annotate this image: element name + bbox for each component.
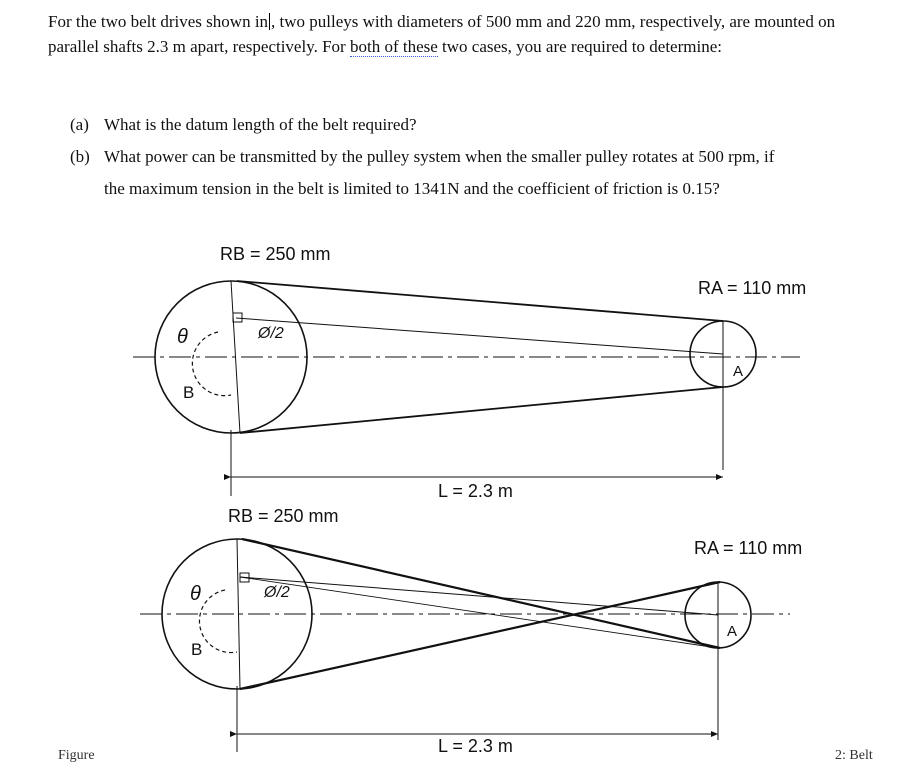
intro-text-2: , two pulleys with diameters of 500 mm and 220 mm, respectively, are mounted on parallel shafts 2.3 m apart, respectively. For — [48, 12, 836, 56]
ra-label: RA = 110 mm — [698, 278, 807, 298]
intro-text-1: For the two belt drives shown in — [48, 12, 269, 31]
belt-bottom — [240, 387, 723, 433]
theta-label: θ — [177, 326, 188, 348]
intro-text-3: two cases, you are required to determine: — [437, 37, 722, 56]
right-angle-mark — [233, 313, 242, 322]
theta-arc — [192, 332, 231, 396]
distance-label-2: L = 2.3 m — [438, 736, 513, 756]
point-a-label: A — [733, 363, 744, 380]
crossed-belt-figure — [140, 506, 802, 756]
question-a-text: What is the datum length of the belt required? — [104, 115, 417, 134]
half-angle-label-2: Ø/2 — [264, 584, 290, 601]
point-a-label-2: A — [727, 623, 738, 640]
figure-caption-fragment: Figure — [58, 748, 95, 763]
rb-label-2: RB = 250 mm — [228, 506, 339, 526]
half-angle-label: Ø/2 — [258, 325, 284, 342]
question-a-label: (a) — [70, 115, 89, 134]
belt-cross-1 — [242, 539, 720, 648]
question-b-text-line1: What power can be transmitted by the pulley system when the smaller pulley rotates at 500 rpm, if — [104, 147, 775, 166]
ra-label-2: RA = 110 mm — [694, 538, 803, 558]
point-b-label-2: B — [191, 640, 203, 659]
point-b-label: B — [183, 383, 195, 402]
open-belt-figure — [133, 244, 806, 501]
theta-arc-2 — [199, 590, 237, 653]
question-b-text-line2: the maximum tension in the belt is limited to 1341N and the coefficient of friction is 0.15? — [104, 179, 720, 198]
question-b-label: (b) — [70, 147, 90, 166]
rb-label: RB = 250 mm — [220, 244, 331, 264]
belt-top — [237, 281, 723, 321]
belt-cross-2 — [240, 582, 720, 689]
intro-dotted-phrase: both of these — [349, 37, 438, 56]
helper-line — [236, 318, 723, 354]
theta-label-2: θ — [190, 583, 201, 605]
figure-number-fragment: 2: Belt — [835, 748, 873, 763]
distance-label: L = 2.3 m — [438, 481, 513, 501]
